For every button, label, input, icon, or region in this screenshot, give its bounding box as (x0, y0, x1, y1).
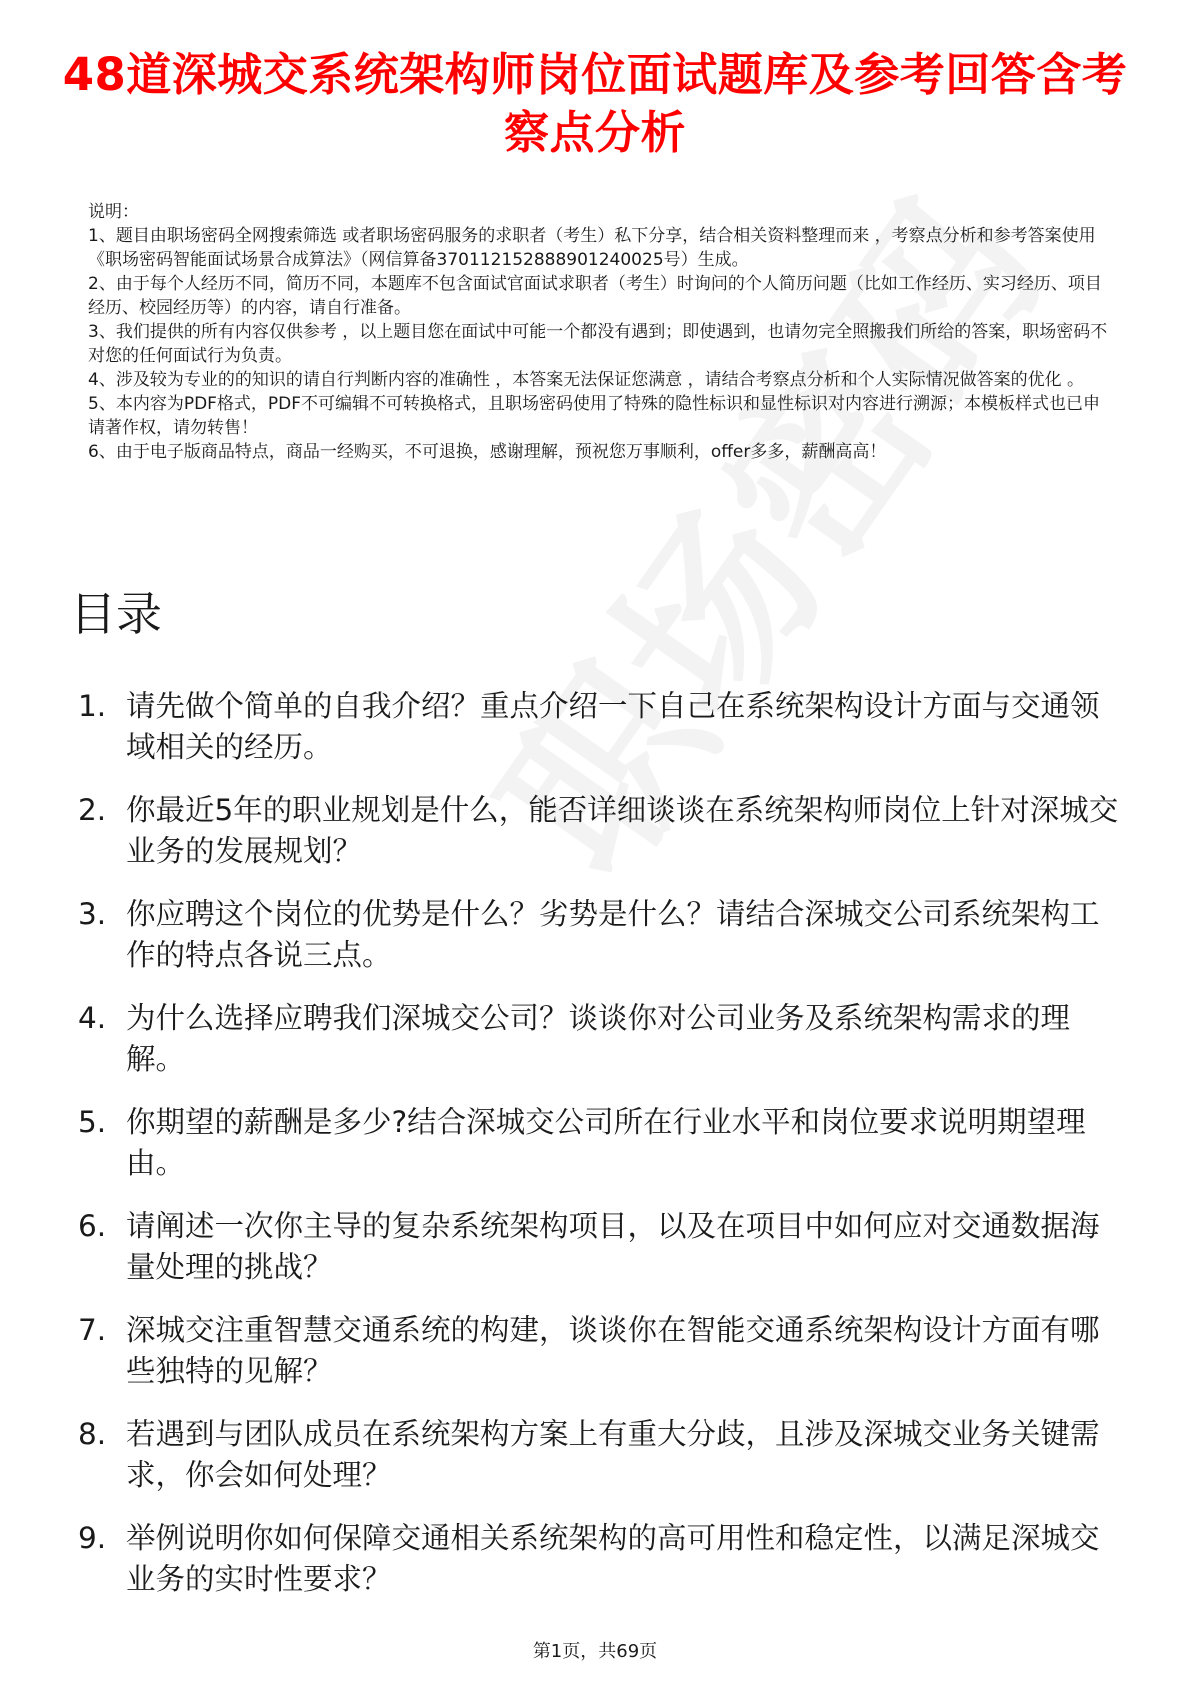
toc-item[interactable] (78, 1102, 1128, 1184)
toc-question: 举例说明你如何保障交通相关系统架构的高可用性和稳定性，以满足深城交业务的实时性要求？ (126, 1521, 1100, 1596)
toc-list (78, 686, 1128, 1622)
toc-item[interactable] (78, 1310, 1128, 1392)
toc-question: 为什么选择应聘我们深城交公司？谈谈你对公司业务及系统架构需求的理解。 (126, 1001, 1071, 1076)
toc-question: 请阐述一次你主导的复杂系统架构项目，以及在项目中如何应对交通数据海量处理的挑战？ (126, 1209, 1100, 1284)
toc-number: 7. (78, 1313, 107, 1347)
toc-heading: 目录 (70, 587, 162, 641)
toc-question: 你应聘这个岗位的优势是什么？劣势是什么？请结合深城交公司系统架构工作的特点各说三点。 (126, 897, 1100, 972)
toc-item[interactable] (78, 1518, 1128, 1600)
toc-item[interactable] (78, 790, 1128, 872)
toc-item[interactable] (78, 1206, 1128, 1288)
toc-number: 2. (78, 793, 107, 827)
toc-number: 1. (78, 689, 107, 723)
notes-heading: 说明： (88, 202, 139, 222)
toc-number: 6. (78, 1209, 107, 1243)
note-item: 6、由于电子版商品特点，商品一经购买，不可退换，感谢理解，预祝您万事顺利，offer多多，薪酬高高！ (88, 442, 887, 462)
toc-number: 8. (78, 1417, 107, 1451)
note-item: 4、涉及较为专业的的知识的请自行判断内容的准确性 ，本答案无法保证您满意 ，请结合考察点分析和个人实际情况做答案的优化 。 (88, 370, 1085, 390)
note-item: 1、题目由职场密码全网搜索筛选 或者职场密码服务的求职者（考生）私下分享，结合相关资料整理而来 ，考察点分析和参考答案使用《职场密码智能面试场景合成算法》（网信算备370112152888901240025号）生成。 (88, 226, 1096, 270)
toc-item[interactable] (78, 894, 1128, 976)
note-item: 5、本内容为PDF格式，PDF不可编辑不可转换格式，且职场密码使用了特殊的隐性标识和显性标识对内容进行溯源；本模板样式也已申请著作权，请勿转售！ (88, 394, 1101, 438)
toc-number: 3. (78, 897, 107, 931)
toc-question: 深城交注重智慧交通系统的构建，谈谈你在智能交通系统架构设计方面有哪些独特的见解？ (126, 1313, 1100, 1388)
toc-number: 9. (78, 1521, 107, 1555)
toc-question: 你期望的薪酬是多少?结合深城交公司所在行业水平和岗位要求说明期望理由。 (126, 1105, 1086, 1180)
page-footer: 第1页，共69页 (532, 1641, 658, 1662)
toc-item[interactable] (78, 686, 1128, 768)
document-title: 48道深城交系统架构师岗位面试题库及参考回答含考察点分析 (62, 48, 1128, 159)
toc-number: 4. (78, 1001, 107, 1035)
toc-item[interactable] (78, 1414, 1128, 1496)
toc-question: 请先做个简单的自我介绍？重点介绍一下自己在系统架构设计方面与交通领域相关的经历。 (126, 689, 1100, 764)
toc-number: 5. (78, 1105, 107, 1139)
note-item: 2、由于每个人经历不同，简历不同，本题库不包含面试官面试求职者（考生）时询问的个人简历问题（比如工作经历、实习经历、项目经历、校园经历等）的内容，请自行准备。 (88, 274, 1102, 318)
note-item: 3、我们提供的所有内容仅供参考 ，以上题目您在面试中可能一个都没有遇到；即使遇到，也请勿完全照搬我们所给的答案，职场密码不对您的任何面试行为负责。 (88, 322, 1108, 366)
toc-question: 若遇到与团队成员在系统架构方案上有重大分歧，且涉及深城交业务关键需求，你会如何处理？ (126, 1417, 1100, 1492)
toc-question: 你最近5年的职业规划是什么，能否详细谈谈在系统架构师岗位上针对深城交业务的发展规划？ (126, 793, 1119, 868)
notes-section (88, 200, 1108, 464)
toc-item[interactable] (78, 998, 1128, 1080)
